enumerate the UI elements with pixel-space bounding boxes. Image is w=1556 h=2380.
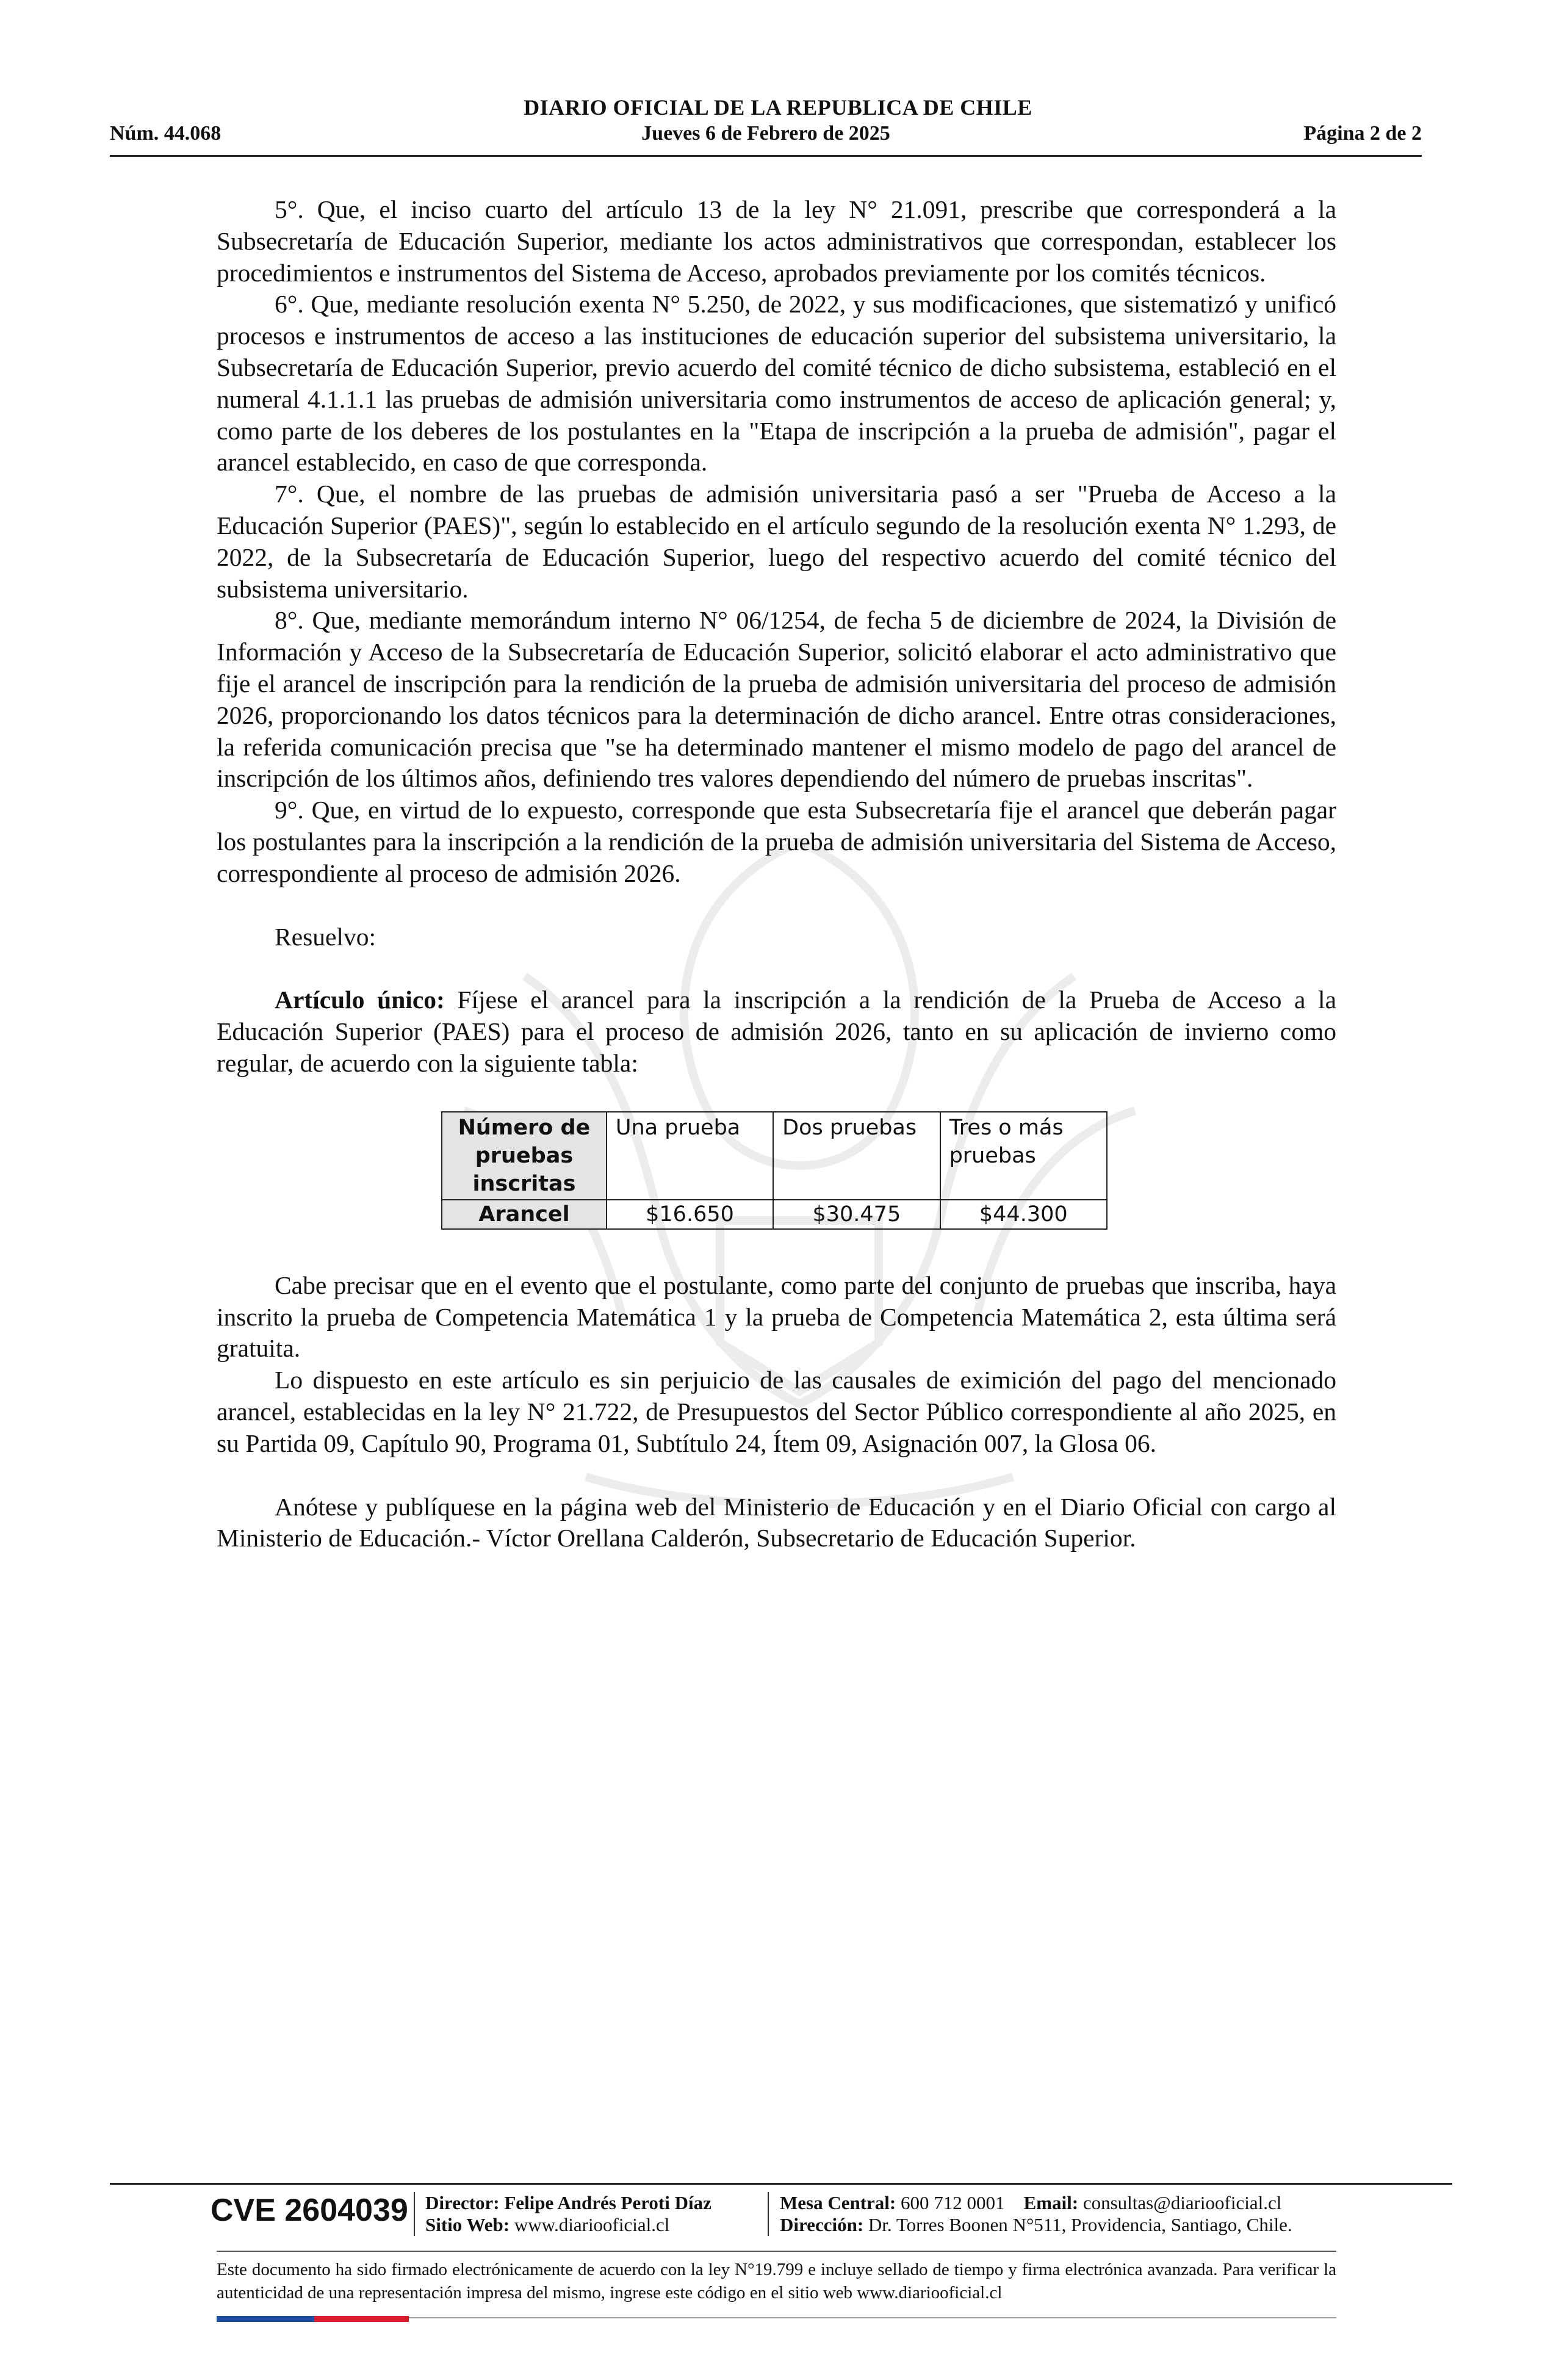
articulo-unico [217,984,1336,1079]
footer-contact-block [780,2192,1292,2236]
footer-divider-middle [217,2251,1336,2252]
fee-two-tests: $30.475 [773,1200,940,1229]
paragraph-7: 7°. Que, el nombre de las pruebas de admisión universitaria pasó a ser "Prueba de Acceso a la Educación Superior (PAES)", según lo establecido en el artículo segundo de la resolución exenta N° 1.293, de 2022, de la Subsecretaría de Educación Superior, luego del respectivo acuerdo del comité técnico del subsistema universitario. [217,480,1336,603]
document-body [217,194,1336,1554]
footer-separator [414,2192,415,2236]
column-three-or-more-tests: Tres o más pruebas [940,1112,1107,1200]
fee-table [441,1111,1108,1230]
footer-separator [768,2192,769,2236]
director-name: Felipe Andrés Peroti Díaz [504,2192,711,2213]
table-header-row [442,1112,1107,1200]
row-label-arancel: Arancel [442,1200,607,1229]
page-indicator: Página 2 de 2 [1303,122,1422,145]
paragraph-5: 5°. Que, el inciso cuarto del artículo 13 de la ley N° 21.091, prescribe que corresponderá a la Subsecretaría de Educación Superior, mediante los actos administrativos que correspondan, establecer los procedimientos e instrumentos del Sistema de Acceso, aprobados previamente por los comités técnicos. [217,195,1336,287]
issue-number: Núm. 44.068 [110,122,222,145]
fee-table-wrapper [441,1111,1108,1230]
articulo-label: Artículo único: [275,986,445,1014]
issue-date: Jueves 6 de Febrero de 2025 [641,122,890,145]
paragraph-9: 9°. Que, en virtud de lo expuesto, corresponde que esta Subsecretaría fije el arancel que deberán pagar los postulantes para la inscripción a la rendición de la prueba de admisión universitaria del Sistema de Acceso, correspondiente al proceso de admisión 2026. [217,796,1336,887]
table-header-label: Número de pruebas inscritas [442,1112,607,1200]
resuelvo-heading: Resuelvo: [275,922,376,951]
mesa-central-phone: 600 712 0001 [901,2192,1005,2213]
flag-bar-red [314,2316,409,2322]
footer-divider-top [110,2183,1452,2185]
fee-three-or-more-tests: $44.300 [940,1200,1107,1229]
director-label: Director: [425,2192,500,2213]
fee-one-test: $16.650 [607,1200,773,1229]
paragraph-anotese: Anótese y publíquese en la página web del Ministerio de Educación y en el Diario Oficial con cargo al Ministerio de Educación.- Víctor Orellana Calderón, Subsecretario de Educación Superior. [217,1492,1336,1552]
header-divider [110,155,1422,157]
footer-director-block [425,2192,711,2236]
column-two-tests: Dos pruebas [773,1112,940,1200]
paragraph-8: 8°. Que, mediante memorándum interno N° 06/1254, de fecha 5 de diciembre de 2024, la División de Información y Acceso de la Subsecretaría de Educación Superior, solicitó elaborar el acto administrativo que fije el arancel de inscripción para la rendición de la prueba de admisión universitaria del proceso de admisión 2026, proporcionando los datos técnicos para la determinación de dicho arancel. Entre otras consideraciones, la referida comunicación precisa que "se ha determinado mantener el mismo modelo de pago del arancel de inscripción de los últimos años, definiendo tres valores dependiendo del número de pruebas inscritas". [217,606,1336,793]
paragraph-cabe-precisar: Cabe precisar que en el evento que el postulante, como parte del conjunto de pruebas que inscriba, haya inscrito la prueba de Competencia Matemática 1 y la prueba de Competencia Matemática 2, esta última será gratuita. [217,1271,1336,1363]
email-link[interactable]: consultas@diariooficial.cl [1082,2192,1282,2213]
paragraph-lo-dispuesto: Lo dispuesto en este artículo es sin perjuicio de las causales de eximición del pago del mencionado arancel, establecidas en la ley N° 21.722, de Presupuestos del Sector Público correspondiente al año 2025, en su Partida 09, Capítulo 90, Programa 01, Subtítulo 24, Ítem 09, Asignación 007, la Glosa 06. [217,1366,1336,1457]
electronic-signature-note: Este documento ha sido firmado electrónicamente de acuerdo con la ley N°19.799 e incluye sellado de tiempo y firma electrónica avanzada. Para verificar la autenticidad de una representación impresa del mismo, ingrese este código en el sitio web www.diariooficial.cl [217,2260,1336,2302]
direccion-label: Dirección: [780,2214,864,2235]
sitio-label: Sitio Web: [425,2214,510,2235]
gazette-title: DIARIO OFICIAL DE LA REPUBLICA DE CHILE [524,95,1032,120]
sitio-web-link[interactable]: www.diariooficial.cl [514,2214,670,2235]
table-row-arancel [442,1200,1107,1229]
paragraph-6: 6°. Que, mediante resolución exenta N° 5.250, de 2022, y sus modificaciones, que sistematizó y unificó procesos e instrumentos de acceso a las instituciones de educación superior del subsistema universitario, la Subsecretaría de Educación Superior, previo acuerdo del comité técnico de dicho subsistema, estableció en el numeral 4.1.1.1 las pruebas de admisión universitaria como instrumentos de acceso de aplicación general; y, como parte de los deberes de los postulantes en la "Etapa de inscripción a la prueba de admisión", pagar el arancel establecido, en caso de que corresponda. [217,290,1336,477]
column-one-test: Una prueba [607,1112,773,1200]
header-row [110,122,1422,151]
cve-code: CVE 2604039 [211,2193,408,2228]
mesa-label: Mesa Central: [780,2192,896,2213]
direccion-value: Dr. Torres Boonen N°511, Providencia, Santiago, Chile. [868,2214,1292,2235]
flag-bar-blue [217,2316,314,2322]
articulo-text: Fíjese el arancel para la inscripción a la rendición de la Prueba de Acceso a la Educación Superior (PAES) para el proceso de admisión 2026, tanto en su aplicación de invierno como regular, de acuerdo con la siguiente tabla: [217,986,1336,1077]
email-label: Email: [1023,2192,1079,2213]
